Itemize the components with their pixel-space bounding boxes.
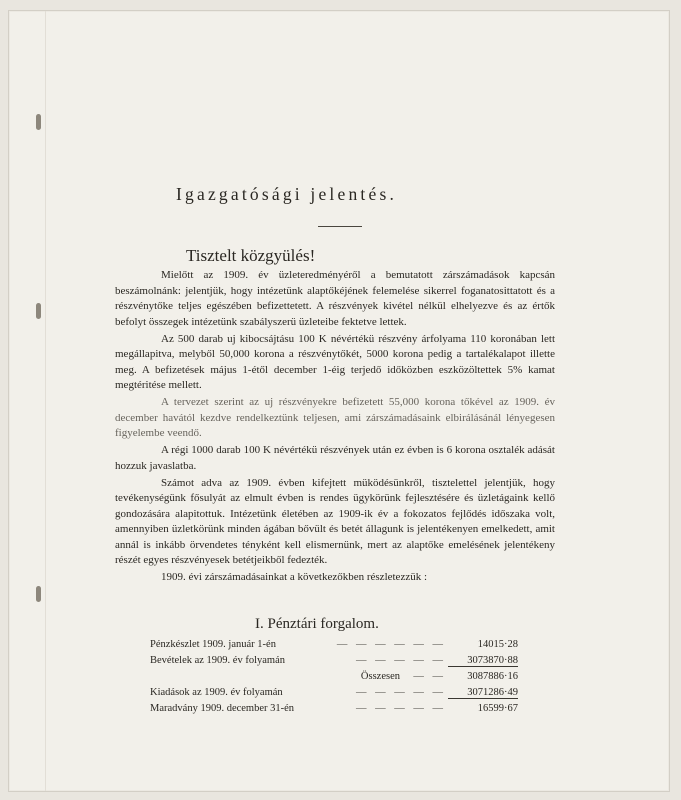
paragraph: A tervezet szerint az uj részvényekre befizetett 55,000 korona tőkével az 1909. év december havától kezdve rendelkeztünk teljesen, ami zárszámadásaink elbirálásánál lényegesen figyelembe veendő.	[115, 396, 555, 439]
heading-rule	[318, 226, 362, 227]
binding-hole-mark	[36, 114, 41, 130]
leader-dashes: — — — — — —	[336, 639, 446, 650]
financial-row-amount: 3073870·88	[448, 655, 518, 667]
financial-row-label: Összesen	[360, 671, 400, 682]
financial-row-label: Bevételek az 1909. év folyamán	[150, 655, 285, 666]
financial-row-amount: 16599·67	[477, 703, 518, 714]
financial-row-amount: 14015·28	[477, 639, 518, 650]
leader-dashes: — — — — —	[356, 655, 446, 666]
financial-row-amount: 3071286·49	[448, 687, 518, 699]
binding-hole-mark	[36, 303, 41, 319]
paragraph: Mielőtt az 1909. év üzleteredményéről a bemutatott zárszámadások kapcsán beszámolnánk: jelentjük, hogy intézetünk alaptőkéjének felemelése sikerrel foganatosittatott és a részvénytőke teljes egészében befizettetett. A részvények kivétel nélkül elhelyezve és az értők befolyt összegek intézetünk szabályszerü üzleteibe fektetve lettek.	[115, 269, 555, 328]
financial-row	[150, 655, 520, 671]
financial-row-amount: 3087886·16	[467, 671, 518, 682]
leader-dashes: — —	[413, 671, 446, 682]
financial-row	[150, 639, 520, 655]
report-body	[115, 268, 555, 587]
salutation: Tisztelt közgyülés!	[186, 246, 316, 265]
binding-hole-mark	[36, 586, 41, 602]
financial-row	[150, 703, 520, 719]
financial-row-label: Maradvány 1909. december 31-én	[150, 703, 295, 714]
paragraph: A régi 1000 darab 100 K névértékü részvények után ez évben is 6 korona osztalék adását hozzuk javaslatba.	[115, 444, 555, 472]
paragraph: Számot adva az 1909. évben kifejtett müködésünkről, tisztelettel jelentjük, hogy tevékenységünk fősulyát az elmult évben is rendes ügykörünk fejlesztésére és üzletágaink kellő gondozására alapitottuk. Intézetünk életében az 1909-ik év a fokozatos fejlődés időszaka volt, amennyiben üzletkörünk minden ágában bővült és betét állagunk is jelentékenyen emelkedett, amit annál is inkább örvendetes tényként kell elismernünk, mert az alaptőke emelésének jelentékeny részét egyes részvényesek betétjeikből fedezték.	[115, 476, 555, 566]
leader-dashes: — — — — —	[356, 703, 446, 714]
page-fold-line	[45, 11, 46, 791]
financial-row-label: Pénzkészlet 1909. január 1-én	[150, 639, 276, 650]
financial-row	[150, 687, 520, 703]
financial-row	[150, 671, 520, 687]
report-heading: Igazgatósági jelentés.	[176, 184, 398, 204]
paragraph: Az 500 darab uj kibocsájtásu 100 K névértékü részvény árfolyama 110 koronában lett megállapitva, melyből 50,000 korona a részvénytőkét, 5000 korona pedig a tartalékalapot illette meg. A befizetések május 1-étől december 1-éig terjedő időközben eszközöltettek 5% kamat megtéritése mellett.	[115, 332, 555, 391]
paragraph: 1909. évi zárszámadásainkat a következőkben részletezzük :	[161, 571, 428, 583]
financial-row-label: Kiadások az 1909. év folyamán	[150, 687, 283, 698]
section-title: I. Pénztári forgalom.	[255, 616, 379, 632]
leader-dashes: — — — — —	[356, 687, 446, 698]
